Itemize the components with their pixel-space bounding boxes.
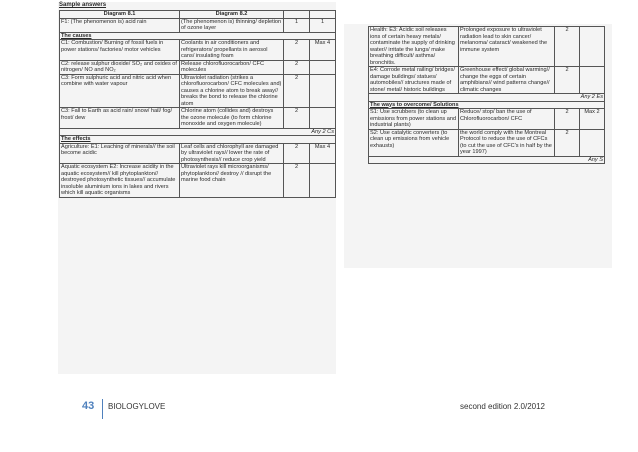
answer-cell: Reduce/ stop/ ban the use of Chlorofluorocarbon/ CFC	[459, 109, 555, 130]
answer-table-left	[59, 10, 336, 198]
footer-divider	[102, 399, 103, 419]
mark-cell: 2	[284, 108, 310, 129]
answer-cell: C3: Fall to Earth as acid rain/ snow/ hail/ fog/ frost/ dew	[60, 108, 180, 129]
answer-cell: Ultraviolet rays kill microorganisms/ phytoplankton// destroy // disrupt the marine food chain	[180, 164, 284, 198]
answer-cell: S2: Use catalytic converters (to clean up emissions from vehicle exhausts)	[369, 129, 459, 156]
total-label: Any S	[369, 156, 605, 164]
mark-cell	[580, 129, 605, 156]
total-row	[369, 94, 605, 102]
answer-cell: Release chlorofluorocarbon/ CFC molecules	[180, 60, 284, 74]
mark-cell: Max 4	[310, 143, 336, 164]
answer-cell: the world comply with the Montreal Protocol to reduce the use of CFCs (to cut the use of CFC's in half by the year 1997)	[459, 129, 555, 156]
page-footer	[0, 400, 638, 418]
section-row	[369, 101, 605, 109]
table-row	[369, 67, 605, 94]
answer-cell: S1: Use scrubbers (to clean up emissions from power stations and industrial plants)	[369, 109, 459, 130]
table-row	[60, 40, 336, 61]
answer-cell: Chlorine atom (collides and) destroys the ozone molecule (to form chlorine monoxide and oxygen molecule)	[180, 108, 284, 129]
footer-right-text: second edition 2.0/2012	[460, 402, 545, 411]
table-header-cell	[310, 11, 336, 19]
mark-cell: 2	[284, 164, 310, 198]
mark-cell: 1	[284, 18, 310, 32]
section-heading: The causes	[60, 32, 336, 40]
answer-cell: Health: E3: Acidic soil releases ions of certain heavy metals/ contaminate the supply of drinking water// irritate the lungs/ make breathing difficult/ asthma/ bronchitis.	[369, 27, 459, 67]
mark-cell: 2	[555, 67, 580, 94]
section-row	[60, 136, 336, 144]
table-row	[60, 18, 336, 32]
mark-cell: Max 2	[580, 109, 605, 130]
mark-cell: 2	[555, 129, 580, 156]
answer-table-right	[368, 26, 605, 164]
answer-cell: Aquatic ecosystem E2: Increase acidity in the aquatic ecosystem// kill phytoplankton// destroyed photosynthetic tissues// accumulate insoluble aluminium ions in lakes and rivers which kill aquatic organisms	[60, 164, 180, 198]
section-heading: The effects	[60, 136, 336, 144]
mark-cell: 2	[555, 27, 580, 67]
table-row	[369, 27, 605, 67]
table-header-row	[60, 11, 336, 19]
answer-cell: C2: release sulphur dioxide/ SO₂ and oxides of nitrogen/ NO and NO₂	[60, 60, 180, 74]
answer-cell: (The phenomenon is) thinning/ depletion of ozone layer	[180, 18, 284, 32]
mark-cell	[310, 164, 336, 198]
total-row	[369, 156, 605, 164]
mark-cell	[310, 74, 336, 108]
total-row	[60, 128, 336, 136]
sample-answers-heading: Sample answers	[59, 2, 107, 8]
table-row	[60, 164, 336, 198]
mark-cell: Max 4	[310, 40, 336, 61]
mark-cell	[580, 67, 605, 94]
table-row	[60, 143, 336, 164]
answer-cell: Ultraviolet radiation (strikes a chlorofluorocarbon/ CFC molecules and) causes a chlorine atom to break away// breaks the bond to release the chlorine atom	[180, 74, 284, 108]
table-row	[60, 108, 336, 129]
mark-cell: 2	[284, 74, 310, 108]
total-label: Any 2 Es	[369, 94, 605, 102]
mark-cell: 2	[284, 143, 310, 164]
answer-cell: Prolonged exposure to ultraviolet radiation lead to skin cancer/ melanoma/ cataract/ weakened the immune system	[459, 27, 555, 67]
answer-cell: C3: Form sulphuric acid and nitric acid when combine with water vapour	[60, 74, 180, 108]
table-row	[369, 129, 605, 156]
answer-cell: Coolants in air conditioners and refrigerators/ propellants in aerosol cans/ insulating foam	[180, 40, 284, 61]
answer-cell: Leaf cells and chlorophyll are damaged by ultraviolet rays// lower the rate of photosynthesis// reduce crop yield	[180, 143, 284, 164]
page-number: 43	[82, 400, 95, 412]
scan-left-page	[58, 2, 336, 374]
answer-cell: C1: Combustion/ Burning of fossil fuels in power stations/ factories/ motor vehicles	[60, 40, 180, 61]
table-header-cell: Diagram 8.2	[180, 11, 284, 19]
mark-cell: 2	[284, 40, 310, 61]
mark-cell	[580, 27, 605, 67]
table-row	[60, 60, 336, 74]
scan-right-page	[344, 24, 612, 268]
table-header-cell	[284, 11, 310, 19]
table-header-cell: Diagram 8.1	[60, 11, 180, 19]
footer-left-text: BIOLOGYLOVE	[108, 402, 166, 411]
mark-cell: 1	[310, 18, 336, 32]
total-label: Any 2 Cs	[60, 128, 336, 136]
table-row	[60, 74, 336, 108]
answer-cell: Greenhouse effect/ global warming// change the eggs of certain amphibians// wind patterns change// climatic changes	[459, 67, 555, 94]
mark-cell	[310, 60, 336, 74]
mark-cell: 2	[284, 60, 310, 74]
answer-cell: E4: Corrode metal railing/ bridges/ damage buildings/ statues/ automobiles// structures made of stone/ metal/ historic buildings	[369, 67, 459, 94]
table-row	[369, 109, 605, 130]
answer-cell: Agriculture: E1: Leaching of minerals// the soil become acidic	[60, 143, 180, 164]
mark-cell	[310, 108, 336, 129]
mark-cell: 2	[555, 109, 580, 130]
section-row	[60, 32, 336, 40]
section-heading: The ways to overcome/ Solutions	[369, 101, 605, 109]
answer-cell: F1: (The phenomenon is) acid rain	[60, 18, 180, 32]
